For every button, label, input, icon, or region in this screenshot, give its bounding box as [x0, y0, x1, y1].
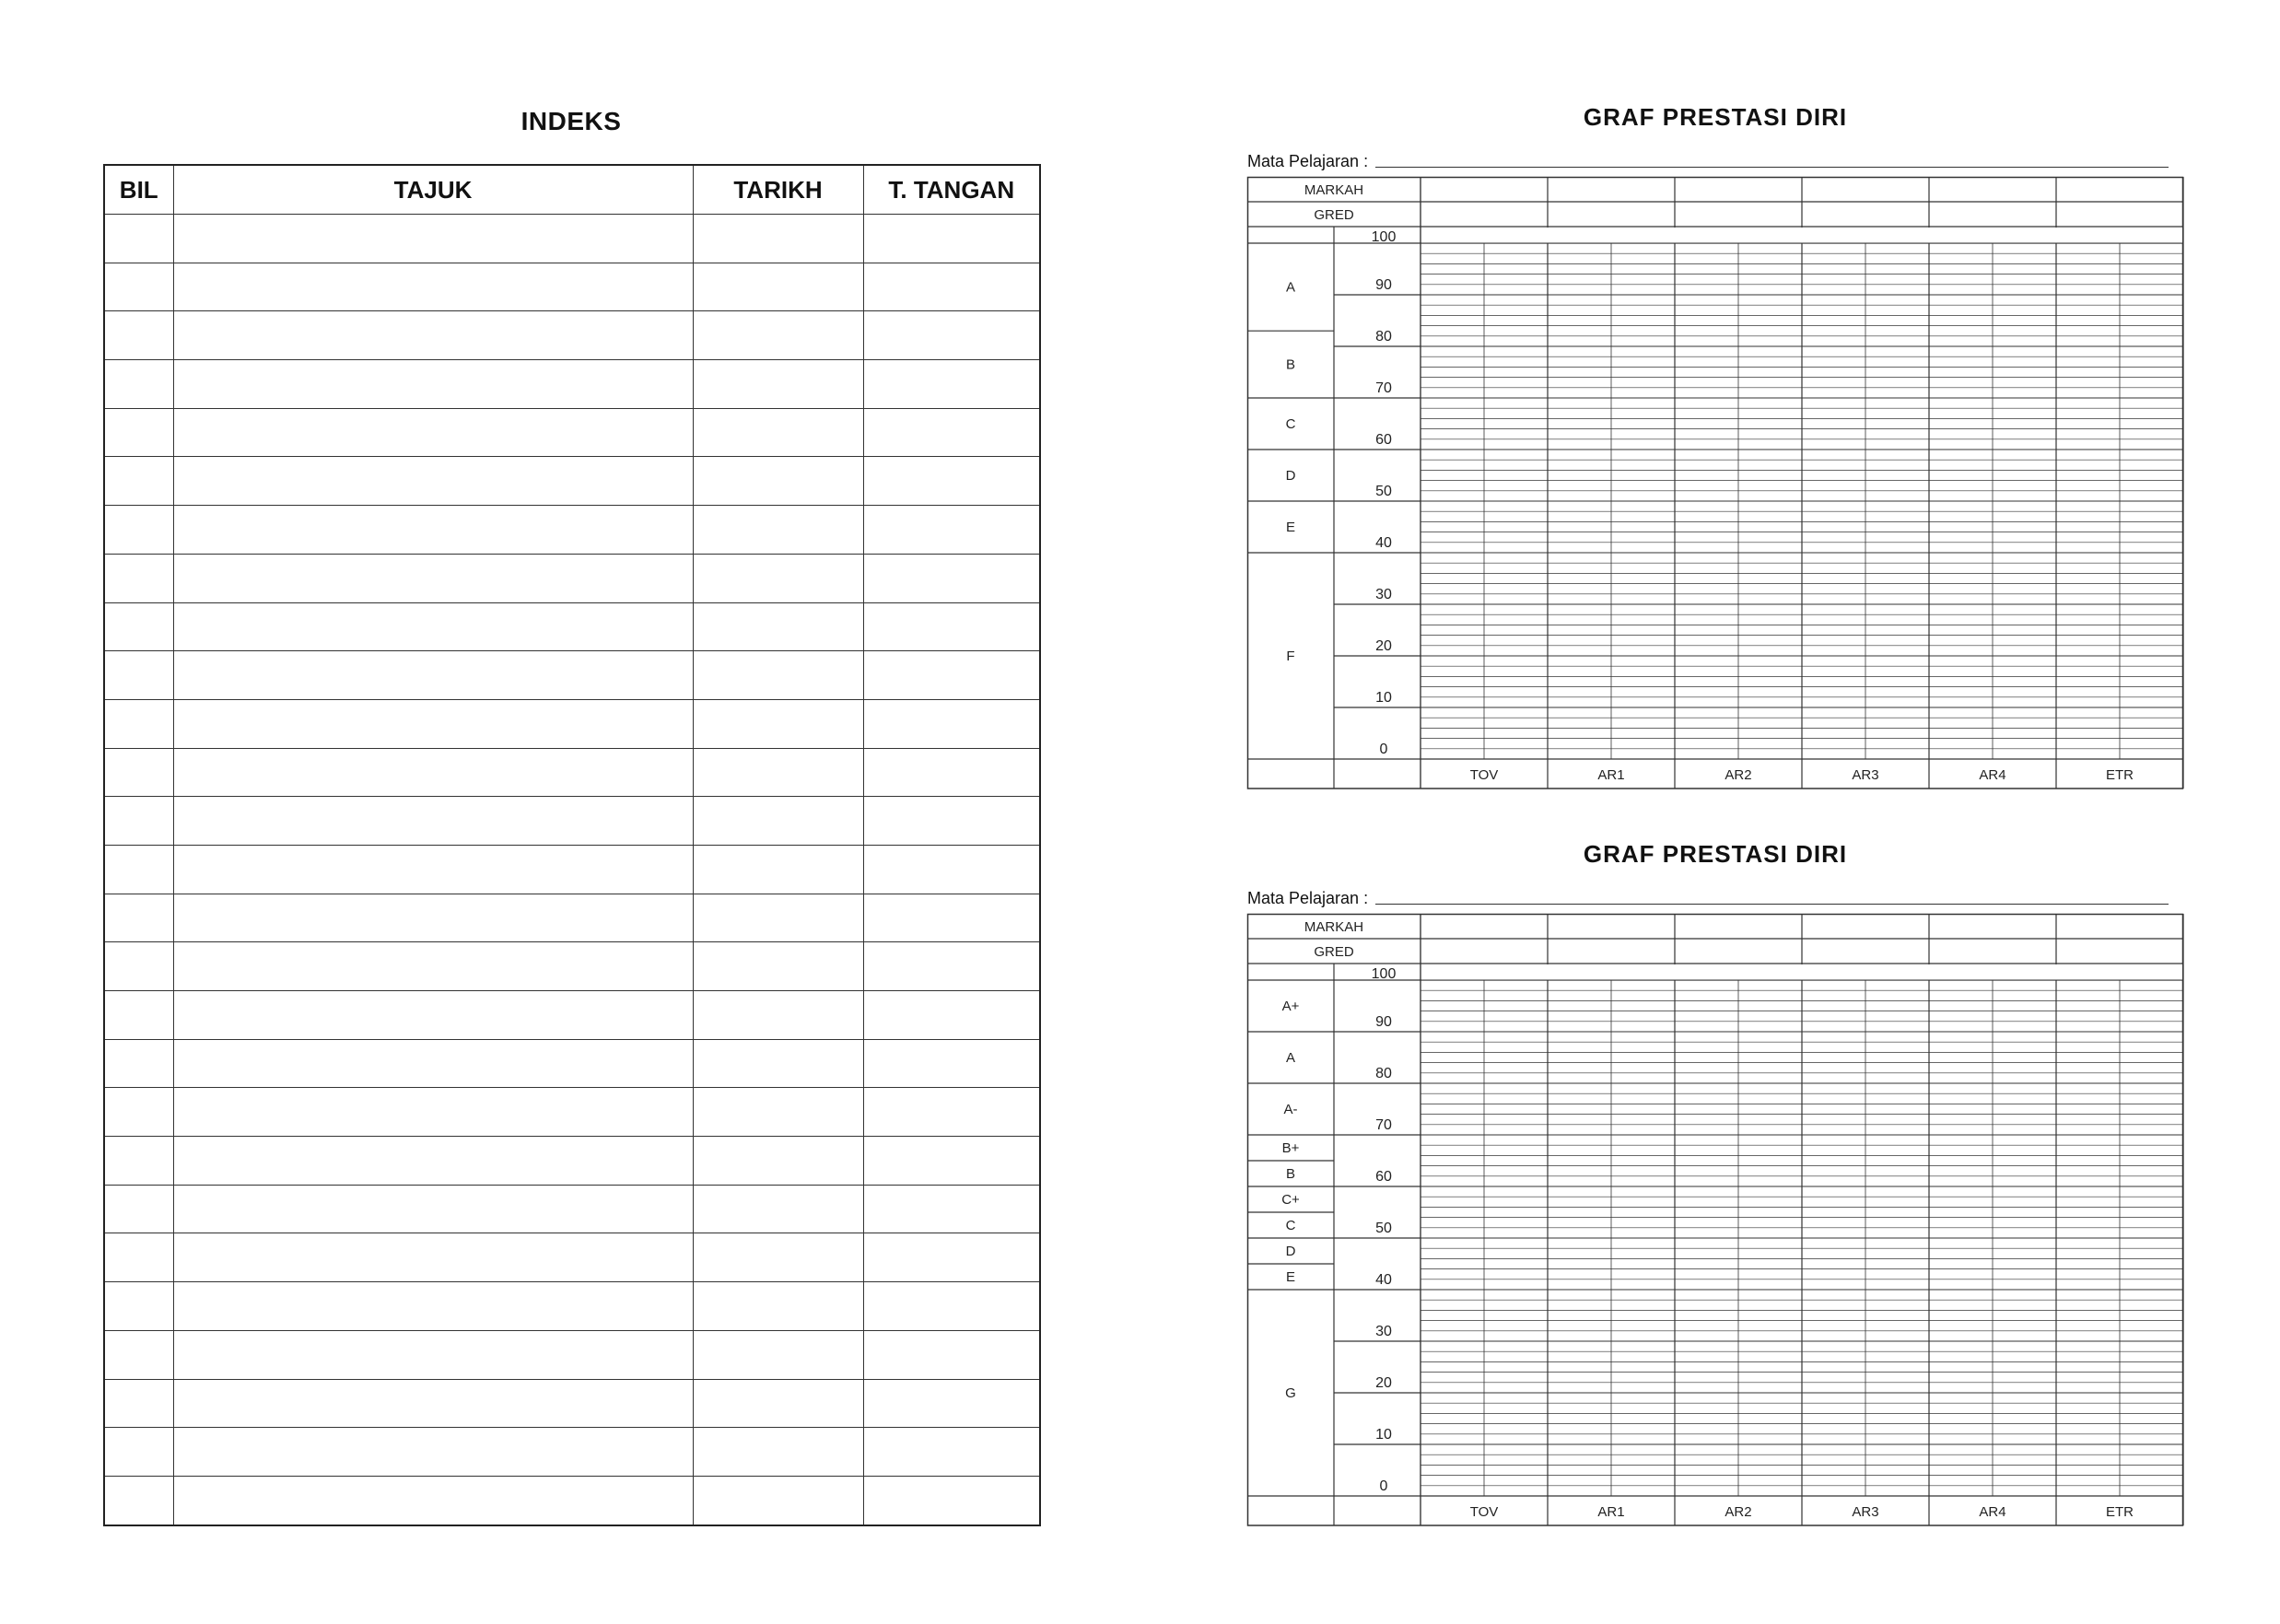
cell-tajuk[interactable] — [173, 408, 693, 457]
subject-input-line[interactable] — [1375, 885, 2169, 905]
gred-cell[interactable] — [1929, 939, 2056, 964]
cell-t-tangan[interactable] — [863, 215, 1040, 263]
gred-cell[interactable] — [1675, 939, 1802, 964]
scale-label: 70 — [1375, 380, 1392, 396]
markah-cell[interactable] — [1929, 177, 2056, 202]
scale-label: 100 — [1371, 966, 1397, 982]
cell-tarikh[interactable] — [693, 894, 863, 942]
scale-label: 40 — [1375, 535, 1392, 551]
cell-bil[interactable] — [104, 894, 173, 942]
graf-prestasi-2 — [1247, 840, 2183, 1540]
table-row — [104, 651, 1040, 700]
indeks-header-row — [104, 165, 1040, 215]
markah-label: MARKAH — [1304, 919, 1364, 935]
markah-cell[interactable] — [2056, 914, 2183, 939]
cell-t-tangan[interactable] — [863, 942, 1040, 991]
grade-label: A+ — [1281, 999, 1300, 1014]
markah-cell[interactable] — [1421, 914, 1548, 939]
gred-cell[interactable] — [1548, 202, 1675, 227]
grade-label: B — [1285, 1166, 1296, 1182]
cell-t-tangan[interactable] — [863, 1233, 1040, 1282]
grade-label: D — [1285, 1244, 1296, 1259]
cell-bil[interactable] — [104, 1379, 173, 1428]
scale-label: 60 — [1375, 432, 1392, 448]
table-row — [104, 797, 1040, 846]
cell-tajuk[interactable] — [173, 1330, 693, 1379]
cell-bil[interactable] — [104, 651, 173, 700]
cell-tajuk[interactable] — [173, 1088, 693, 1137]
column-label-etr: ETR — [2106, 767, 2134, 783]
cell-t-tangan[interactable] — [863, 1088, 1040, 1137]
column-label-ar3: AR3 — [1852, 767, 1879, 783]
markah-cell[interactable] — [1675, 914, 1802, 939]
scale-label: 20 — [1375, 638, 1392, 654]
cell-tajuk[interactable] — [173, 506, 693, 555]
cell-bil[interactable] — [104, 1185, 173, 1233]
cell-t-tangan[interactable] — [863, 1137, 1040, 1186]
cell-tarikh[interactable] — [693, 554, 863, 602]
cell-bil[interactable] — [104, 602, 173, 651]
grade-label: D — [1285, 468, 1296, 484]
cell-t-tangan[interactable] — [863, 651, 1040, 700]
cell-tajuk[interactable] — [173, 360, 693, 409]
cell-tajuk[interactable] — [173, 1476, 693, 1525]
cell-tarikh[interactable] — [693, 263, 863, 311]
subject-label: Mata Pelajaran : — [1247, 152, 1369, 170]
cell-bil[interactable] — [104, 991, 173, 1040]
table-row — [104, 942, 1040, 991]
scale-label: 50 — [1375, 1221, 1392, 1236]
cell-tajuk[interactable] — [173, 263, 693, 311]
cell-bil[interactable] — [104, 699, 173, 748]
cell-bil[interactable] — [104, 360, 173, 409]
cell-t-tangan[interactable] — [863, 1330, 1040, 1379]
cell-bil[interactable] — [104, 1233, 173, 1282]
cell-tarikh[interactable] — [693, 1088, 863, 1137]
column-label-ar2: AR2 — [1725, 1504, 1752, 1520]
graf-grid — [1247, 914, 2183, 1531]
column-label-ar3: AR3 — [1852, 1504, 1879, 1520]
cell-t-tangan[interactable] — [863, 699, 1040, 748]
cell-tajuk[interactable] — [173, 797, 693, 846]
cell-tajuk[interactable] — [173, 1185, 693, 1233]
cell-tarikh[interactable] — [693, 1330, 863, 1379]
markah-cell[interactable] — [1929, 914, 2056, 939]
table-row — [104, 1039, 1040, 1088]
table-row — [104, 894, 1040, 942]
markah-cell[interactable] — [1548, 914, 1675, 939]
cell-tajuk[interactable] — [173, 942, 693, 991]
cell-bil[interactable] — [104, 1330, 173, 1379]
cell-tajuk[interactable] — [173, 748, 693, 797]
grade-label: B+ — [1281, 1140, 1300, 1156]
grade-label: E — [1285, 1269, 1296, 1285]
table-row — [104, 699, 1040, 748]
header-bil: BIL — [104, 165, 173, 215]
scale-label: 80 — [1375, 1066, 1392, 1081]
cell-tajuk[interactable] — [173, 311, 693, 360]
cell-bil[interactable] — [104, 797, 173, 846]
cell-tajuk[interactable] — [173, 651, 693, 700]
table-row — [104, 554, 1040, 602]
scale-label: 70 — [1375, 1117, 1392, 1133]
cell-bil[interactable] — [104, 1428, 173, 1477]
scale-label: 10 — [1375, 1427, 1392, 1443]
cell-t-tangan[interactable] — [863, 506, 1040, 555]
cell-t-tangan[interactable] — [863, 1282, 1040, 1331]
graf-grid — [1247, 177, 2183, 794]
grade-label: F — [1286, 648, 1295, 664]
cell-bil[interactable] — [104, 457, 173, 506]
cell-tarikh[interactable] — [693, 360, 863, 409]
cell-tarikh[interactable] — [693, 1282, 863, 1331]
table-row — [104, 1088, 1040, 1137]
markah-cell[interactable] — [1675, 177, 1802, 202]
column-label-ar4: AR4 — [1979, 767, 2006, 783]
table-row — [104, 1330, 1040, 1379]
column-label-tov: TOV — [1469, 767, 1499, 783]
column-label-ar1: AR1 — [1597, 1504, 1625, 1520]
table-row — [104, 408, 1040, 457]
table-row — [104, 1428, 1040, 1477]
cell-tarikh[interactable] — [693, 1476, 863, 1525]
indeks-body — [104, 215, 1040, 1525]
grade-label: B — [1285, 356, 1296, 373]
cell-tarikh[interactable] — [693, 991, 863, 1040]
cell-tarikh[interactable] — [693, 699, 863, 748]
gred-cell[interactable] — [1421, 202, 1548, 227]
cell-bil[interactable] — [104, 845, 173, 894]
cell-tajuk[interactable] — [173, 602, 693, 651]
gred-cell[interactable] — [2056, 939, 2183, 964]
indeks-table — [103, 164, 1041, 1526]
cell-bil[interactable] — [104, 1137, 173, 1186]
cell-tarikh[interactable] — [693, 311, 863, 360]
table-row — [104, 602, 1040, 651]
grade-label: C — [1285, 416, 1296, 432]
subject-row — [1247, 146, 2169, 171]
cell-bil[interactable] — [104, 748, 173, 797]
cell-tarikh[interactable] — [693, 506, 863, 555]
table-row — [104, 457, 1040, 506]
cell-bil[interactable] — [104, 215, 173, 263]
cell-t-tangan[interactable] — [863, 1428, 1040, 1477]
cell-bil[interactable] — [104, 1088, 173, 1137]
table-row — [104, 215, 1040, 263]
cell-tajuk[interactable] — [173, 1428, 693, 1477]
cell-t-tangan[interactable] — [863, 797, 1040, 846]
scale-label: 50 — [1375, 484, 1392, 499]
graf-title: GRAF PRESTASI DIRI — [1583, 103, 1848, 131]
grade-label: C — [1285, 1218, 1296, 1233]
markah-cell[interactable] — [1548, 177, 1675, 202]
cell-t-tangan[interactable] — [863, 457, 1040, 506]
table-row — [104, 845, 1040, 894]
column-label-ar2: AR2 — [1725, 767, 1752, 783]
table-row — [104, 311, 1040, 360]
markah-label: MARKAH — [1304, 182, 1364, 198]
scale-label: 20 — [1375, 1375, 1392, 1391]
table-row — [104, 1476, 1040, 1525]
table-row — [104, 1233, 1040, 1282]
subject-input-line[interactable] — [1375, 148, 2169, 168]
grade-label: A — [1285, 1050, 1296, 1066]
cell-tarikh[interactable] — [693, 1233, 863, 1282]
table-row — [104, 1137, 1040, 1186]
hundred-row-mask — [1421, 228, 2182, 243]
cell-t-tangan[interactable] — [863, 748, 1040, 797]
cell-t-tangan[interactable] — [863, 894, 1040, 942]
column-label-tov: TOV — [1469, 1504, 1499, 1520]
gred-cell[interactable] — [1548, 939, 1675, 964]
cell-t-tangan[interactable] — [863, 554, 1040, 602]
cell-tarikh[interactable] — [693, 457, 863, 506]
markah-cell[interactable] — [1802, 914, 1929, 939]
cell-tajuk[interactable] — [173, 1233, 693, 1282]
scale-label: 100 — [1371, 229, 1397, 245]
column-label-etr: ETR — [2106, 1504, 2134, 1520]
cell-bil[interactable] — [104, 408, 173, 457]
subject-label: Mata Pelajaran : — [1247, 889, 1369, 907]
header-tarikh: TARIKH — [693, 165, 863, 215]
cell-t-tangan[interactable] — [863, 311, 1040, 360]
cell-t-tangan[interactable] — [863, 1185, 1040, 1233]
cell-tajuk[interactable] — [173, 215, 693, 263]
markah-cell[interactable] — [1802, 177, 1929, 202]
table-row — [104, 506, 1040, 555]
cell-tarikh[interactable] — [693, 1428, 863, 1477]
scale-label: 90 — [1375, 1014, 1392, 1030]
table-row — [104, 991, 1040, 1040]
cell-bil[interactable] — [104, 942, 173, 991]
grade-label: A — [1285, 279, 1296, 296]
scale-label: 90 — [1375, 277, 1392, 293]
gred-cell[interactable] — [1421, 939, 1548, 964]
grade-label: C+ — [1281, 1192, 1300, 1208]
gred-cell[interactable] — [1675, 202, 1802, 227]
table-row — [104, 1282, 1040, 1331]
header-t-tangan: T. TANGAN — [863, 165, 1040, 215]
cell-tarikh[interactable] — [693, 1137, 863, 1186]
scale-label: 0 — [1379, 742, 1388, 757]
cell-t-tangan[interactable] — [863, 602, 1040, 651]
cell-tajuk[interactable] — [173, 1282, 693, 1331]
scale-label: 30 — [1375, 1324, 1392, 1339]
cell-tajuk[interactable] — [173, 845, 693, 894]
table-row — [104, 263, 1040, 311]
cell-tarikh[interactable] — [693, 408, 863, 457]
cell-t-tangan[interactable] — [863, 845, 1040, 894]
cell-t-tangan[interactable] — [863, 360, 1040, 409]
cell-t-tangan[interactable] — [863, 1476, 1040, 1525]
gred-cell[interactable] — [1802, 939, 1929, 964]
grade-label: G — [1285, 1385, 1296, 1401]
indeks-title: INDEKS — [520, 107, 622, 135]
gred-label: GRED — [1314, 944, 1354, 960]
cell-tarikh[interactable] — [693, 651, 863, 700]
cell-t-tangan[interactable] — [863, 408, 1040, 457]
cell-t-tangan[interactable] — [863, 263, 1040, 311]
table-row — [104, 360, 1040, 409]
scale-label: 30 — [1375, 587, 1392, 602]
grade-label: A- — [1283, 1102, 1298, 1117]
cell-bil[interactable] — [104, 506, 173, 555]
cell-tajuk[interactable] — [173, 1039, 693, 1088]
cell-bil[interactable] — [104, 263, 173, 311]
gred-cell[interactable] — [1929, 202, 2056, 227]
cell-t-tangan[interactable] — [863, 1039, 1040, 1088]
table-row — [104, 1185, 1040, 1233]
gred-cell[interactable] — [2056, 202, 2183, 227]
table-row — [104, 1379, 1040, 1428]
cell-tajuk[interactable] — [173, 457, 693, 506]
cell-t-tangan[interactable] — [863, 991, 1040, 1040]
scale-label: 0 — [1379, 1478, 1388, 1494]
cell-tajuk[interactable] — [173, 1379, 693, 1428]
graf-title: GRAF PRESTASI DIRI — [1583, 840, 1848, 868]
cell-bil[interactable] — [104, 554, 173, 602]
grade-label: E — [1285, 520, 1296, 535]
cell-bil[interactable] — [104, 1282, 173, 1331]
column-label-ar4: AR4 — [1979, 1504, 2006, 1520]
cell-tajuk[interactable] — [173, 1137, 693, 1186]
scale-label: 40 — [1375, 1272, 1392, 1288]
markah-cell[interactable] — [2056, 177, 2183, 202]
cell-t-tangan[interactable] — [863, 1379, 1040, 1428]
cell-bil[interactable] — [104, 1039, 173, 1088]
cell-tarikh[interactable] — [693, 215, 863, 263]
gred-cell[interactable] — [1802, 202, 1929, 227]
table-row — [104, 748, 1040, 797]
graf-prestasi-1 — [1247, 103, 2183, 803]
cell-tajuk[interactable] — [173, 894, 693, 942]
cell-tarikh[interactable] — [693, 1185, 863, 1233]
cell-tarikh[interactable] — [693, 797, 863, 846]
cell-tarikh[interactable] — [693, 942, 863, 991]
scale-label: 60 — [1375, 1169, 1392, 1185]
gred-label: GRED — [1314, 207, 1354, 223]
cell-tarikh[interactable] — [693, 1379, 863, 1428]
hundred-row-mask — [1421, 964, 2182, 980]
subject-row — [1247, 882, 2169, 908]
column-label-ar1: AR1 — [1597, 767, 1625, 783]
scale-label: 80 — [1375, 329, 1392, 345]
header-tajuk: TAJUK — [173, 165, 693, 215]
markah-cell[interactable] — [1421, 177, 1548, 202]
cell-tarikh[interactable] — [693, 602, 863, 651]
cell-tarikh[interactable] — [693, 1039, 863, 1088]
cell-tajuk[interactable] — [173, 991, 693, 1040]
cell-tarikh[interactable] — [693, 845, 863, 894]
cell-bil[interactable] — [104, 311, 173, 360]
scale-label: 10 — [1375, 690, 1392, 706]
cell-tarikh[interactable] — [693, 748, 863, 797]
cell-bil[interactable] — [104, 1476, 173, 1525]
cell-tajuk[interactable] — [173, 554, 693, 602]
cell-tajuk[interactable] — [173, 699, 693, 748]
